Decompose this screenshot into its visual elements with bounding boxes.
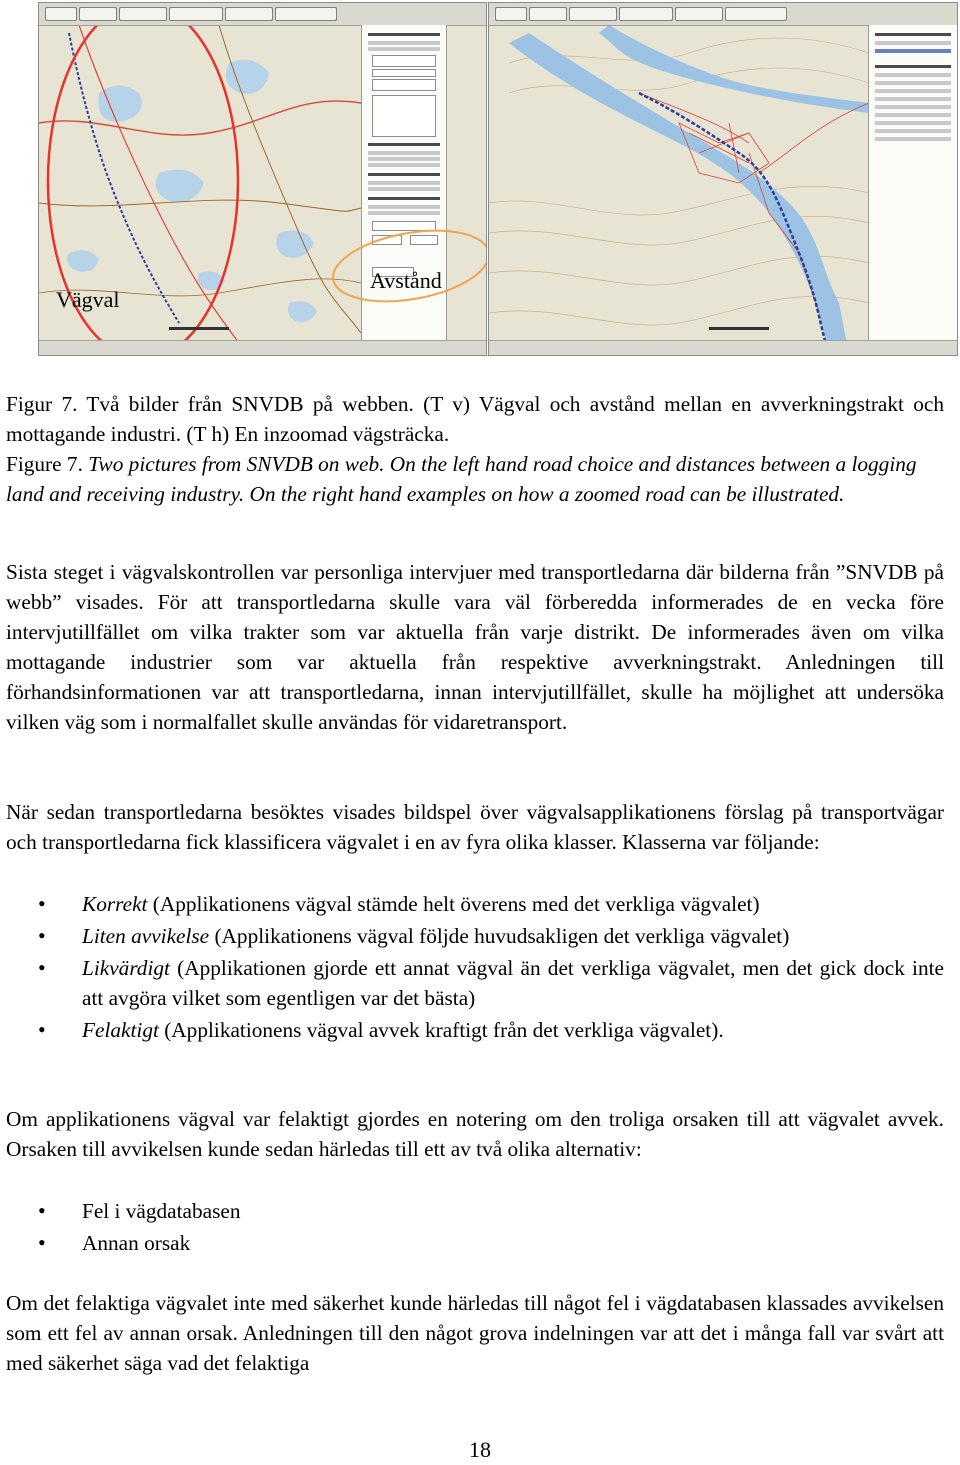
- toolbar-button[interactable]: [45, 7, 77, 21]
- list-item: • Annan orsak: [0, 1228, 944, 1258]
- list-item: [0, 921, 944, 951]
- toolbar-button[interactable]: [495, 7, 527, 21]
- list-item: [0, 953, 944, 1013]
- class-description: (Applikationens vägval följde huvudsakligen det verkliga vägvalet): [209, 924, 790, 948]
- class-term: Liten avvikelse: [82, 924, 210, 948]
- class-description: (Applikationens vägval avvek kraftigt från det verkliga vägvalet).: [158, 1018, 724, 1042]
- list-item: [0, 1015, 944, 1045]
- toolbar-button[interactable]: [529, 7, 567, 21]
- class-term: Likvärdigt: [82, 956, 170, 980]
- toolbar-button[interactable]: [619, 7, 673, 21]
- figure-caption-english: [6, 449, 944, 509]
- toolbar-button[interactable]: [119, 7, 167, 21]
- paragraph: Om det felaktiga vägvalet inte med säkerhet kunde härledas till något fel i vägdatabasen klassades avvikelsen som ett fel av annan orsak. Anledningen till den något grova indelningen var att det i många fall var svårt att med säkerhet säga vad det felaktiga: [6, 1291, 944, 1375]
- stop-list[interactable]: [372, 95, 436, 137]
- toolbar-button[interactable]: [169, 7, 223, 21]
- toolbar-button[interactable]: [675, 7, 723, 21]
- paragraph: Om applikationens vägval var felaktigt gjordes en notering om den troliga orsaken till att vägvalet avvek. Orsaken till avvikelsen kunde sedan härledas till ett av två olika alternativ:: [6, 1107, 944, 1161]
- screenshot-right-zoomed-road: [488, 2, 958, 356]
- browser-toolbar-left: [39, 3, 486, 26]
- browser-toolbar-right: [489, 3, 957, 26]
- status-bar-left: [39, 340, 486, 355]
- zoom-select[interactable]: [372, 221, 436, 231]
- list-item: [0, 889, 944, 919]
- class-list: [0, 889, 944, 1047]
- toolbar-button[interactable]: [225, 7, 273, 21]
- status-bar-right: [489, 340, 957, 355]
- figure-7: [0, 0, 960, 360]
- paragraph: Sista steget i vägvalskontrollen var personliga intervjuer med transportledarna där bilderna från ”SNVDB på webb” visades. För att transportledarna skulle vara väl förberedda informerades de en vecka före intervjutillfället om vilka trakter som var aktuella från varje distrikt. De informerades även om vilka mottagande industrier som var aktuella från respektive avverkningstrakt. Anledningen till förhandsinformationen var att transportledarna, innan intervjutillfället, skulle ha möjlighet att undersöka vilken väg som i normalfallet skulle användas för vidaretransport.: [6, 560, 944, 734]
- class-description: (Applikationens vägval stämde helt överens med det verkliga vägvalet): [147, 892, 760, 916]
- calculate-button[interactable]: [410, 235, 438, 245]
- class-description: (Applikationen gjorde ett annat vägval än det verkliga vägvalet, men det gick dock inte att avgöra vilket som egentligen var det bästa): [82, 956, 944, 1010]
- alternative-list: [0, 1196, 944, 1260]
- legend-panel: [868, 25, 957, 341]
- figure-caption-swedish: Figur 7. Två bilder från SNVDB på webben. (T v) Vägval och avstånd mellan en avverkningstrakt och mottagande industri. (T h) En inzoomad vägsträcka.: [6, 392, 944, 446]
- page-number: 18: [469, 1437, 491, 1462]
- button[interactable]: [372, 69, 436, 77]
- toolbar-button[interactable]: [79, 7, 117, 21]
- toolbar-button[interactable]: [275, 7, 337, 21]
- caption-label: Figure 7.: [6, 452, 83, 476]
- clear-button[interactable]: [372, 235, 402, 245]
- list-item: • Fel i vägdatabasen: [0, 1196, 944, 1226]
- class-term: Korrekt: [82, 892, 148, 916]
- toolbar-button[interactable]: [569, 7, 617, 21]
- caption-text: Two pictures from SNVDB on web. On the left hand road choice and distances between a logging land and receiving industry. On the right hand examples on how a zoomed road can be illustrated.: [6, 452, 917, 506]
- location-field[interactable]: [372, 79, 436, 91]
- label-vagval: Vägval: [56, 287, 120, 312]
- paragraph: När sedan transportledarna besöktes visades bildspel över vägvalsapplikationens förslag på transportvägar och transportledarna fick klassificera vägvalet i en av fyra olika klasser. Klasserna var följande:: [6, 800, 944, 854]
- coordinate-field[interactable]: [372, 55, 436, 67]
- toolbar-button[interactable]: [725, 7, 787, 21]
- label-avstand: Avstånd: [370, 268, 442, 293]
- class-term: Felaktigt: [82, 1018, 159, 1042]
